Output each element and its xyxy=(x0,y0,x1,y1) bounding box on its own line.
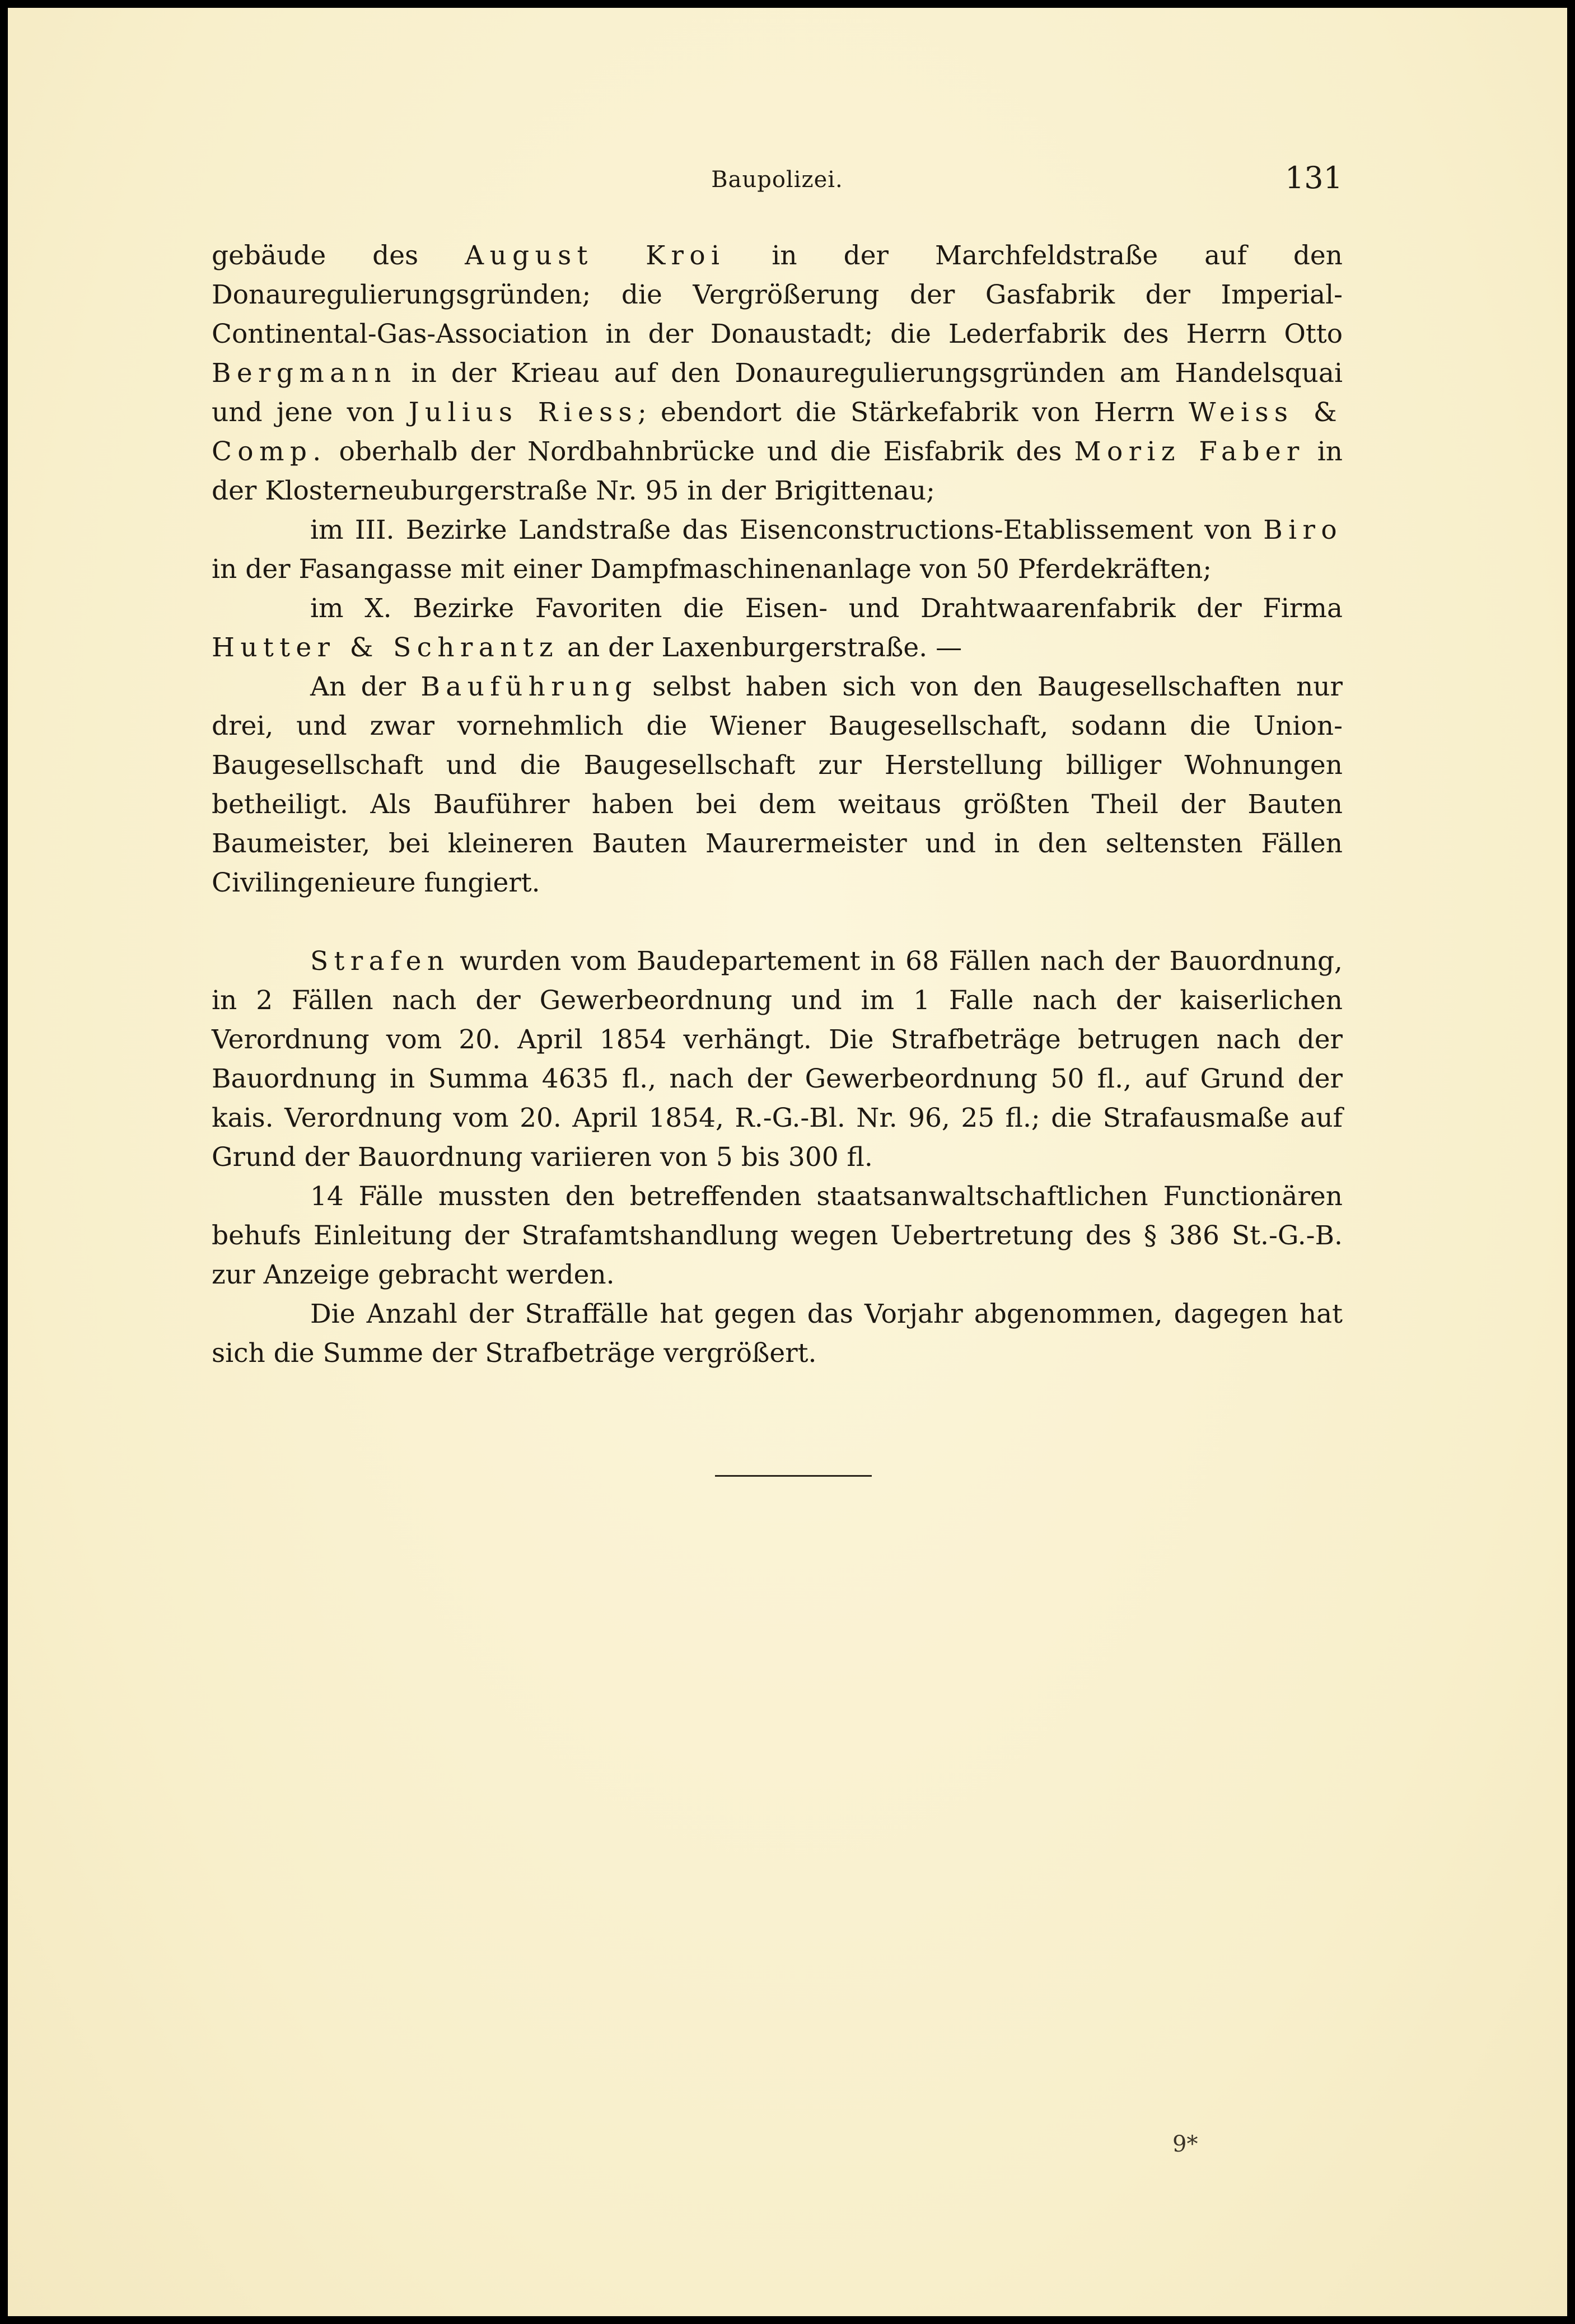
text-run: in der Fasangasse mit einer Dampfmaschinenanlage von 50 Pferdekräften; xyxy=(212,554,1212,585)
emphasized-text: Strafen xyxy=(310,946,450,977)
paragraph xyxy=(212,1177,1343,1295)
signature-mark: 9* xyxy=(1172,2131,1198,2157)
emphasized-text: August Kroi xyxy=(465,240,726,271)
text-run: an der Laxenburgerstraße. — xyxy=(559,632,962,663)
text-run: Die Anzahl der Straffälle hat gegen das Vorjahr abgenommen, dagegen hat sich die Summe der Strafbeträge vergrößert. xyxy=(212,1299,1343,1369)
text-run: oberhalb der Nordbahnbrücke und die Eisfabrik des xyxy=(326,436,1074,467)
emphasized-text: Bauführung xyxy=(420,671,638,702)
text-run: gebäude des xyxy=(212,240,465,271)
scanned-page xyxy=(8,8,1567,2316)
emphasized-text: Weiss & Comp. xyxy=(212,397,1343,467)
emphasized-text: Julius Riess xyxy=(408,397,638,428)
page-header xyxy=(212,159,1343,209)
text-run: in der Krieau auf den Donauregulierungsgründen am Handelsquai und jene von xyxy=(212,358,1343,428)
text-run: 14 Fälle mussten den betreffenden staatsanwaltschaftlichen Functionären behufs Einleitung der Strafamtshandlung wegen Uebertretung des § 386 St.-G.-B. zur Anzeige gebracht werden. xyxy=(212,1181,1343,1290)
emphasized-text: Hutter & Schrantz xyxy=(212,632,559,663)
emphasized-text: Biro xyxy=(1263,515,1343,545)
running-head: Baupolizei. xyxy=(711,167,843,193)
text-run: in der Klosterneuburgerstraße Nr. 95 in der Brigittenau; xyxy=(212,436,1343,506)
text-run: An der xyxy=(310,671,421,702)
paragraph xyxy=(212,236,1343,511)
page-number: 131 xyxy=(1284,160,1343,195)
emphasized-text: Bergmann xyxy=(212,358,397,389)
paragraph xyxy=(212,511,1343,589)
paragraph xyxy=(212,589,1343,668)
section-end-rule xyxy=(715,1475,872,1477)
emphasized-text: Moriz Faber xyxy=(1074,436,1305,467)
text-run: in der Marchfeldstraße auf den Donauregulierungsgründen; die Vergrößerung der Gasfabrik der Imperial-Continental-Gas-Association in der Donaustadt; die Lederfabrik des Herrn Otto xyxy=(212,240,1343,349)
text-run: wurden vom Baudepartement in 68 Fällen nach der Bauordnung, in 2 Fällen nach der Gewerbeordnung und im 1 Falle nach der kaiserlichen Verordnung vom 20. April 1854 verhängt. Die Strafbeträge betrugen nach der Bauordnung in Summa 4635 fl., nach der Gewerbeordnung 50 fl., auf Grund der kais. Verordnung vom 20. April 1854, R.-G.-Bl. Nr. 96, 25 fl.; die Strafausmaße auf Grund der Bauordnung variieren von 5 bis 300 fl. xyxy=(212,946,1343,1173)
paragraph xyxy=(212,1295,1343,1373)
text-run: im III. Bezirke Landstraße das Eisenconstructions-Etablissement von xyxy=(310,515,1264,545)
paragraph xyxy=(212,942,1343,1177)
text-run: ; ebendort die Stärkefabrik von Herrn xyxy=(638,397,1189,428)
text-run: im X. Bezirke Favoriten die Eisen- und Drahtwaarenfabrik der Firma xyxy=(310,593,1343,624)
body-text xyxy=(212,236,1343,1373)
text-run: selbst haben sich von den Baugesellschaften nur drei, und zwar vornehmlich die Wiener Baugesellschaft, sodann die Union-Baugesellschaft und die Baugesellschaft zur Herstellung billiger Wohnungen betheiligt. Als Bauführer haben bei dem weitaus größten Theil der Bauten Baumeister, bei kleineren Bauten Maurermeister und in den seltensten Fällen Civilingenieure fungiert. xyxy=(212,671,1343,898)
paragraph xyxy=(212,668,1343,903)
